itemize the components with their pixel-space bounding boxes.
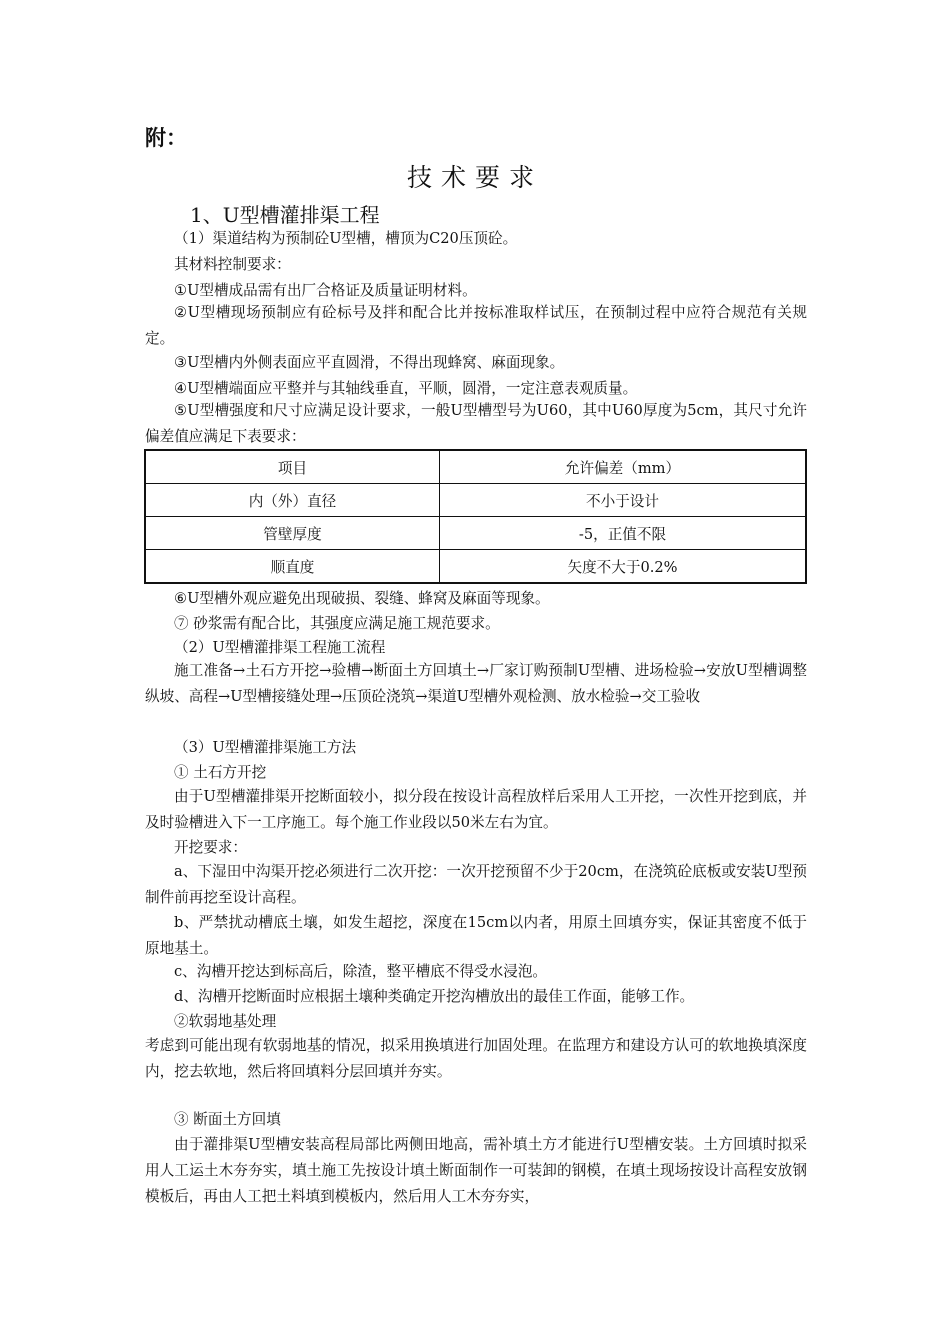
paragraph: （1）渠道结构为预制砼U型槽，槽顶为C20压顶砼。	[174, 230, 518, 247]
paragraph: ③U型槽内外侧表面应平直圆滑，不得出现蜂窝、麻面现象。	[174, 354, 565, 371]
table-header-cell: 允许偏差（mm）	[440, 450, 807, 484]
paragraph: ⑤U型槽强度和尺寸应满足设计要求，一般U型槽型号为U60，其中U60厚度为5cm，其尺寸允许偏差值应满足下表要求：	[145, 402, 807, 445]
paragraph: ⑥U型槽外观应避免出现破损、裂缝、蜂窝及麻面等现象。	[174, 590, 550, 607]
paragraph: ②软弱地基处理	[174, 1013, 277, 1030]
table-cell: 矢度不大于0.2%	[440, 550, 807, 584]
table-row	[145, 484, 806, 517]
table-cell: 内（外）直径	[145, 484, 440, 517]
table-cell: 管壁厚度	[145, 517, 440, 550]
table-header-row	[145, 450, 806, 484]
tolerance-table	[144, 449, 807, 584]
table-row	[145, 550, 806, 584]
section-heading: 1、U型槽灌排渠工程	[190, 203, 380, 227]
paragraph: （3）U型槽灌排渠施工方法	[174, 739, 357, 756]
appendix-label: 附：	[145, 125, 187, 150]
paragraph: ⑦ 砂浆需有配合比，其强度应满足施工规范要求。	[174, 615, 500, 632]
table-row	[145, 517, 806, 550]
table-cell: 顺直度	[145, 550, 440, 584]
paragraph: ① 土石方开挖	[174, 764, 267, 781]
paragraph: d、沟槽开挖断面时应根据土壤种类确定开挖沟槽放出的最佳工作面，能够工作。	[174, 988, 695, 1005]
paragraph: 其材料控制要求：	[174, 256, 291, 273]
paragraph: 考虑到可能出现有软弱地基的情况，拟采用换填进行加固处理。在监理方和建设方认可的软地换填深度内，挖去软地，然后将回填料分层回填并夯实。	[145, 1037, 807, 1080]
paragraph: 开挖要求：	[174, 839, 247, 856]
paragraph: a、下湿田中沟渠开挖必须进行二次开挖：一次开挖预留不少于20cm，在浇筑砼底板或安装U型预制件前再挖至设计高程。	[145, 863, 807, 906]
table-cell: 不小于设计	[440, 484, 807, 517]
paragraph: 由于U型槽灌排渠开挖断面较小，拟分段在按设计高程放样后采用人工开挖，一次性开挖到底，并及时验槽进入下一工序施工。每个施工作业段以50米左右为宜。	[145, 788, 807, 831]
paragraph: c、沟槽开挖达到标高后，除渣，整平槽底不得受水浸泡。	[174, 963, 548, 980]
paragraph: b、严禁扰动槽底土壤，如发生超挖，深度在15cm以内者，用原土回填夯实，保证其密度不低于原地基土。	[145, 914, 807, 957]
paragraph: ③ 断面土方回填	[174, 1111, 281, 1128]
table-header-cell: 项目	[145, 450, 440, 484]
paragraph: 施工准备→土石方开挖→验槽→断面土方回填土→厂家订购预制U型槽、进场检验→安放U型槽调整纵坡、高程→U型槽接缝处理→压顶砼浇筑→渠道U型槽外观检测、放水检验→交工验收	[145, 662, 807, 705]
paragraph: （2）U型槽灌排渠工程施工流程	[174, 639, 386, 656]
paragraph: ①U型槽成品需有出厂合格证及质量证明材料。	[174, 282, 477, 299]
paragraph: ④U型槽端面应平整并与其轴线垂直，平顺，圆滑，一定注意表观质量。	[174, 380, 638, 397]
page-title: 技术要求	[406, 163, 543, 192]
paragraph: 由于灌排渠U型槽安装高程局部比两侧田地高，需补填土方才能进行U型槽安装。土方回填时拟采用人工运土木夯夯实，填土施工先按设计填土断面制作一可装卸的钢模，在填土现场按设计高程安放钢模板后，再由人工把土料填到模板内，然后用人工木夯夯实，	[145, 1136, 807, 1205]
paragraph: ②U型槽现场预制应有砼标号及拌和配合比并按标准取样试压，在预制过程中应符合规范有关规定。	[145, 304, 807, 347]
table-cell: -5，正值不限	[440, 517, 807, 550]
